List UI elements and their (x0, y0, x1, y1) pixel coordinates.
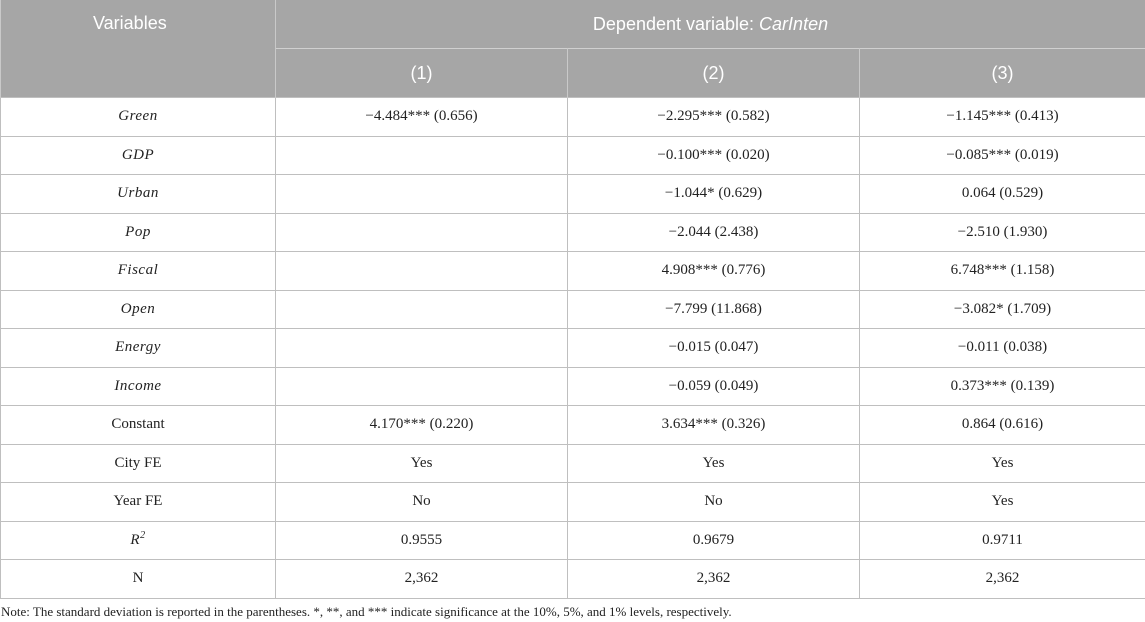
header-row-top (1, 0, 1145, 49)
table-row (1, 560, 1145, 599)
row-label-r-squared (1, 521, 276, 560)
table-cell: −2.510 (1.930) (860, 213, 1145, 252)
table-cell (276, 290, 568, 329)
table-cell: Yes (860, 483, 1145, 522)
table-cell: −2.295*** (0.582) (568, 98, 860, 137)
table-cell (276, 252, 568, 291)
table-row (1, 329, 1145, 368)
table-cell: 0.864 (0.616) (860, 406, 1145, 445)
table-cell: −7.799 (11.868) (568, 290, 860, 329)
table-cell: Yes (568, 444, 860, 483)
table-cell: Yes (860, 444, 1145, 483)
table-row (1, 175, 1145, 214)
table-row (1, 290, 1145, 329)
table-cell: 6.748*** (1.158) (860, 252, 1145, 291)
row-label-urban: Urban (1, 175, 276, 214)
table-cell: Yes (276, 444, 568, 483)
table-cell: 2,362 (568, 560, 860, 599)
row-label-year-fe: Year FE (1, 483, 276, 522)
table-cell (276, 329, 568, 368)
table-cell: −3.082* (1.709) (860, 290, 1145, 329)
row-label-n: N (1, 560, 276, 599)
table-cell: −0.085*** (0.019) (860, 136, 1145, 175)
table-cell: 0.373*** (0.139) (860, 367, 1145, 406)
table-note: Note: The standard deviation is reported in the parentheses. *, **, and *** indicate significance at the 10%, 5%, and 1% levels, respectively. (1, 604, 732, 619)
table-row (1, 483, 1145, 522)
table-cell: −0.059 (0.049) (568, 367, 860, 406)
table-cell: No (568, 483, 860, 522)
row-label-city-fe: City FE (1, 444, 276, 483)
dependent-variable-prefix: Dependent variable: (592, 13, 760, 34)
row-label-gdp: GDP (1, 136, 276, 175)
table-cell: −0.015 (0.047) (568, 329, 860, 368)
table-cell: 2,362 (860, 560, 1145, 599)
table-cell (276, 136, 568, 175)
variables-header: Variables (1, 0, 276, 98)
table-row (1, 98, 1145, 137)
table-cell: 3.634*** (0.326) (568, 406, 860, 445)
table-cell: 0.9555 (276, 521, 568, 560)
row-label-fiscal: Fiscal (1, 252, 276, 291)
table-cell (276, 175, 568, 214)
table-cell: −2.044 (2.438) (568, 213, 860, 252)
table-row (1, 252, 1145, 291)
table-cell: −0.011 (0.038) (860, 329, 1145, 368)
column-header-2: (2) (568, 49, 860, 98)
table-row (1, 213, 1145, 252)
row-label-energy: Energy (1, 329, 276, 368)
table-cell: 4.170*** (0.220) (276, 406, 568, 445)
row-label-income: Income (1, 367, 276, 406)
table-cell: −1.145*** (0.413) (860, 98, 1145, 137)
table-cell: −0.100*** (0.020) (568, 136, 860, 175)
table-cell: −1.044* (0.629) (568, 175, 860, 214)
row-label-green: Green (1, 98, 276, 137)
r-squared-symbol: R (130, 531, 141, 548)
table-cell: −4.484*** (0.656) (276, 98, 568, 137)
column-header-1: (1) (276, 49, 568, 98)
table-cell: No (276, 483, 568, 522)
table-cell: 0.9711 (860, 521, 1145, 560)
column-header-3: (3) (860, 49, 1145, 98)
r-squared-superscript: 2 (140, 529, 146, 541)
table-row (1, 521, 1145, 560)
table-cell: 0.064 (0.529) (860, 175, 1145, 214)
table-row (1, 367, 1145, 406)
table-cell: 2,362 (276, 560, 568, 599)
dependent-variable-header (276, 0, 1145, 49)
table-cell: 0.9679 (568, 521, 860, 560)
row-label-open: Open (1, 290, 276, 329)
dependent-variable-name: CarInten (759, 13, 829, 34)
table-row (1, 136, 1145, 175)
table-row (1, 406, 1145, 445)
row-label-pop: Pop (1, 213, 276, 252)
table-cell: 4.908*** (0.776) (568, 252, 860, 291)
table-cell (276, 213, 568, 252)
row-label-constant: Constant (1, 406, 276, 445)
table-row (1, 444, 1145, 483)
table-cell (276, 367, 568, 406)
